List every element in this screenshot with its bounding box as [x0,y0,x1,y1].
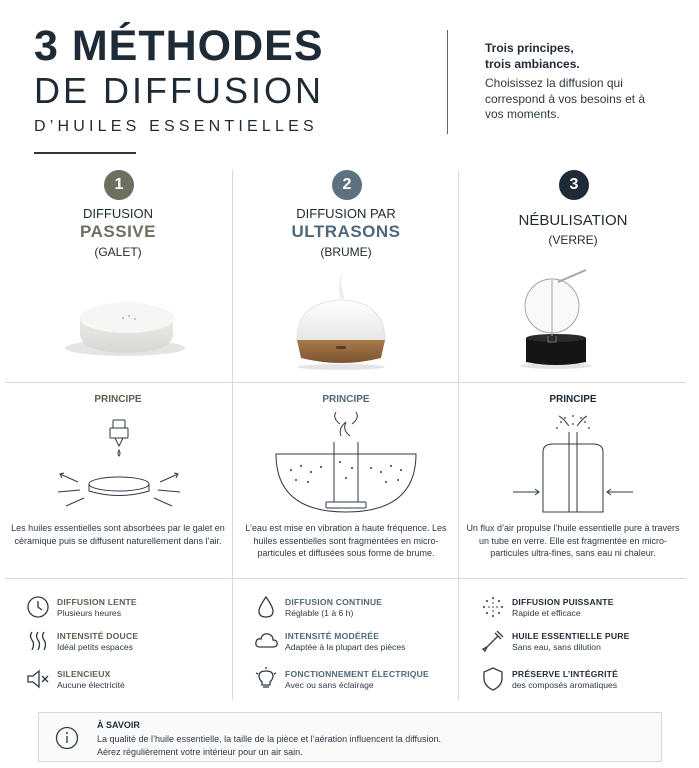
nebulisation-principle-diagram [473,412,673,517]
section-rule [460,382,686,383]
shield-icon [480,666,506,692]
info-text: La qualité de l’huile essentielle, la taille de la pièce et l’aération influencent la diffusion. [97,734,442,744]
feature-item [233,594,459,628]
principe-label: PRINCIPE [322,394,370,405]
feature-text: Réglable (1 à 6 h) [285,608,354,618]
feature-title: SILENCIEUX [57,669,111,679]
feature-title: INTENSITÉ DOUCE [57,631,139,641]
method-title: DIFFUSION PAR [296,206,396,221]
feature-text: Idéal petits espaces [57,642,133,652]
feature-item [460,628,686,662]
method-description: Un flux d’air propulse l’huile essentielle pure à travers un tube en verre. Elle est fragmentée en micro-particules ultra-fines, sans eau ni chaleur. [466,523,680,558]
ultrasonic-principle-diagram [246,412,446,517]
header-divider [447,30,448,134]
clock-icon [25,594,51,620]
ceramic-pebble-image [5,260,231,370]
method-ultrasonic [233,160,459,706]
method-keyword: ULTRASONS [291,222,401,241]
tagline [485,40,580,72]
method-number: 2 [332,170,362,200]
bulb-icon [253,666,279,692]
method-description: Les huiles essentielles sont absorbées par le galet en céramique puis se diffusent naturellement dans l’air. [11,523,225,546]
principe-label: PRINCIPE [549,394,597,405]
feature-title: INTENSITÉ MODÉRÉE [285,631,380,641]
method-nebulisation [460,160,686,706]
ultrasonic-diffuser-image [233,260,459,370]
mute-icon [25,666,51,692]
passive-principle-diagram [18,412,218,517]
info-text: Aérez régulièrement votre intérieur pour un air sain. [97,747,303,757]
feature-item [233,666,459,700]
tagline-line2: trois ambiances. [485,57,580,71]
feature-title: PRÉSERVE L’INTÉGRITÉ [512,669,619,679]
feature-title: DIFFUSION LENTE [57,597,137,607]
method-description: L’eau est mise en vibration à haute fréquence. Les huiles essentielles sont fragmentées en micro-particules et diffusées sous forme de brume. [245,523,447,558]
feature-item [5,594,231,628]
feature-text: des composés aromatiques [512,680,618,690]
info-title: À SAVOIR [97,720,140,730]
feature-text: Aucune électricité [57,680,125,690]
method-title: DIFFUSION [82,206,154,221]
feature-item [5,628,231,662]
sparkle-icon [480,594,506,620]
feature-item [233,628,459,662]
drop-icon [253,594,279,620]
waves-icon [25,628,51,654]
feature-item [5,666,231,700]
method-number: 1 [104,170,134,200]
page-title-line2: DE DIFFUSION [34,70,325,111]
feature-text: Sans eau, sans dilution [512,642,601,652]
feature-title: DIFFUSION CONTINUE [285,597,383,607]
section-rule [460,578,686,579]
section-rule [233,382,459,383]
method-subtitle: (BRUME) [320,245,372,259]
method-subtitle: (GALET) [94,245,142,259]
info-box [38,712,662,762]
header [0,0,699,160]
page-subtitle: D’HUILES ESSENTIELLES [34,118,318,135]
glass-nebulizer-image [460,260,686,370]
cloud-icon [253,628,279,654]
method-keyword: PASSIVE [80,222,156,241]
feature-item [460,666,686,700]
section-rule [5,382,231,383]
tagline-description: Choisissez la diffusion qui correspond à vos besoins et à vos moments. [485,76,646,121]
principe-label: PRINCIPE [94,394,142,405]
feature-title: FONCTIONNEMENT ÉLECTRIQUE [285,669,429,679]
section-rule [233,578,459,579]
feature-title: DIFFUSION PUISSANTE [512,597,614,607]
info-icon [55,726,79,750]
feature-item [460,594,686,628]
method-subtitle: (VERRE) [548,233,598,247]
tagline-line1: Trois principes, [485,41,574,55]
method-number: 3 [559,170,589,200]
method-passive [5,160,231,706]
page-title: 3 MÉTHODES [34,22,324,70]
feature-text: Plusieurs heures [57,608,122,618]
dropper-icon [480,628,506,654]
feature-title: HUILE ESSENTIELLE PURE [512,631,630,641]
section-rule [5,578,231,579]
feature-text: Rapide et efficace [512,608,581,618]
title-underline [34,152,136,154]
method-title: NÉBULISATION [518,212,628,229]
feature-text: Adaptée à la plupart des pièces [285,642,406,652]
feature-text: Avec ou sans éclairage [285,680,374,690]
